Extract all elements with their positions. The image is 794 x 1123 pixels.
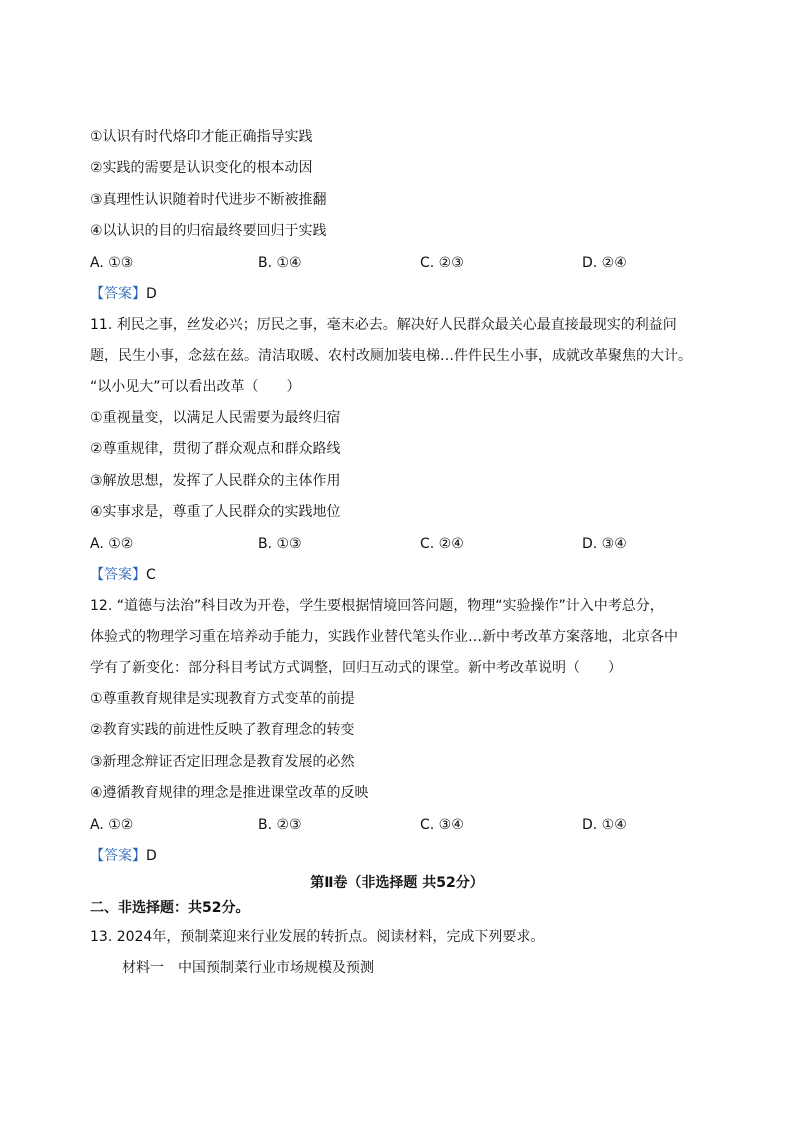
q12-option-a: A. ①② [90,817,134,833]
q11-answer [90,565,156,585]
answer-value: C [146,567,156,583]
q12-item-4: ④遵循教育规律的理念是推进课堂改革的反映 [90,785,369,801]
q11-stem-line-1: 11. 利民之事，丝发必兴；厉民之事，毫末必去。解决好人民群众最关心最直接最现实的利益问 [90,317,677,333]
q11-option-d: D. ③④ [582,536,627,552]
q11-option-c: C. ②④ [420,536,464,552]
answer-tag: 【答案】 [90,286,146,302]
section-title: 第Ⅱ卷（非选择题 共52分） [310,875,484,891]
q12-item-1: ①尊重教育规律是实现教育方式变革的前提 [90,691,355,707]
q12-option-b: B. ②③ [258,817,302,833]
q12-answer [90,846,157,866]
q10-item-3: ③真理性认识随着时代进步不断被推翻 [90,192,327,208]
q12-option-d: D. ①④ [582,817,627,833]
part-title: 二、非选择题：共52分。 [90,900,250,916]
q12-item-3: ③新理念辩证否定旧理念是教育发展的必然 [90,754,355,770]
q11-option-a: A. ①② [90,536,134,552]
q11-item-3: ③解放思想，发挥了人民群众的主体作用 [90,473,341,489]
q12-stem-line-3: 学有了新变化：部分科目考试方式调整，回归互动式的课堂。新中考改革说明（ ） [90,660,622,676]
q11-item-1: ①重视量变，以满足人民需要为最终归宿 [90,410,341,426]
q10-option-a: A. ①③ [90,255,134,271]
answer-value: D [146,286,157,302]
q10-option-d: D. ②④ [582,255,627,271]
q10-item-2: ②实践的需要是认识变化的根本动因 [90,160,313,176]
q11-stem-line-2: 题，民生小事，念兹在兹。清洁取暖、农村改厕加装电梯…件件民生小事，成就改革聚焦的大计。 [90,348,692,364]
q10-item-4: ④以认识的目的归宿最终要回归于实践 [90,223,327,239]
q10-option-c: C. ②③ [420,255,464,271]
q12-option-c: C. ③④ [420,817,464,833]
q10-item-1: ①认识有时代烙印才能正确指导实践 [90,129,313,145]
q10-answer [90,284,157,304]
q11-stem-line-3: “以小见大”可以看出改革（ ） [90,379,301,395]
q13-stem: 13. 2024年，预制菜迎来行业发展的转折点。阅读材料，完成下列要求。 [90,929,545,945]
q11-item-4: ④实事求是，尊重了人民群众的实践地位 [90,504,341,520]
q13-material-title: 材料一 中国预制菜行业市场规模及预测 [122,960,374,976]
q12-item-2: ②教育实践的前进性反映了教育理念的转变 [90,722,355,738]
q11-item-2: ②尊重规律，贯彻了群众观点和群众路线 [90,441,341,457]
answer-value: D [146,848,157,864]
q11-option-b: B. ①③ [258,536,302,552]
q10-option-b: B. ①④ [258,255,302,271]
q12-stem-line-2: 体验式的物理学习重在培养动手能力，实践作业替代笔头作业…新中考改革方案落地，北京各中 [90,629,678,645]
q12-stem-line-1: 12. “道德与法治”科目改为开卷，学生要根据情境回答问题，物理“实验操作”计入中考总分， [90,598,664,614]
answer-tag: 【答案】 [90,567,146,583]
answer-tag: 【答案】 [90,848,146,864]
